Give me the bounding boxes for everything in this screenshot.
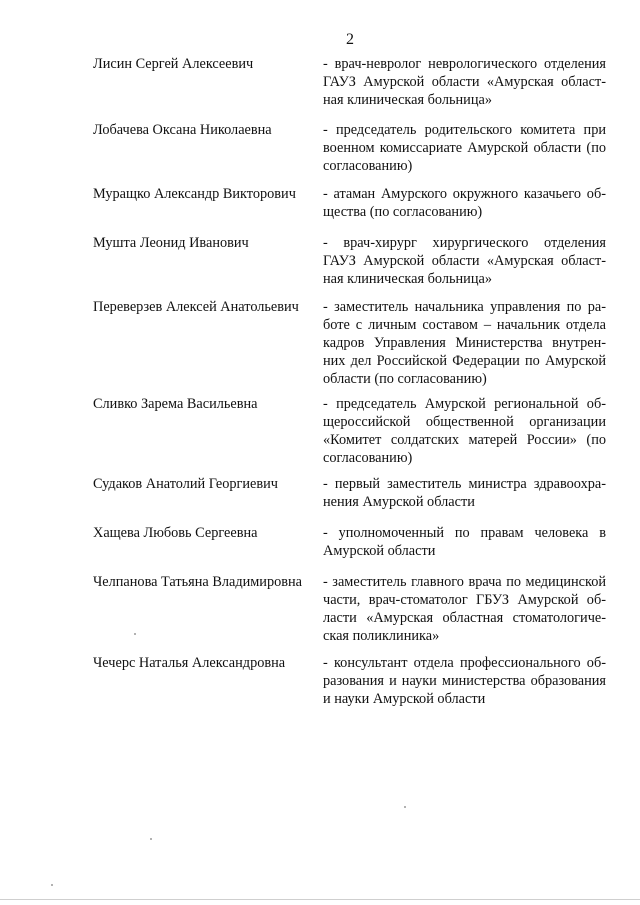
member-role-line: - уполномоченный по правам человека в: [323, 525, 606, 541]
scan-edge-line: [0, 899, 640, 900]
member-role-line: ная клиническая больница»: [323, 92, 492, 108]
member-role-line: - консультант отдела профессионального об-: [323, 655, 606, 671]
member-role-line: кадров Управления Министерства внутрен-: [323, 335, 606, 351]
member-role-line: - заместитель начальника управления по ра-: [323, 299, 606, 315]
member-role-line: нения Амурской области: [323, 494, 475, 510]
member-role: [323, 55, 606, 109]
member-role-line: ГАУЗ Амурской области «Амурская област-: [323, 253, 606, 269]
member-role-line: области (по согласованию): [323, 371, 487, 387]
member-role-line: щества (по согласованию): [323, 204, 483, 220]
member-name: Лисин Сергей Алексеевич: [93, 56, 254, 72]
member-role-line: ная клиническая больница»: [323, 271, 492, 287]
member-name: Лобачева Оксана Николаевна: [93, 122, 272, 138]
member-role-line: разования и науки министерства образования: [323, 673, 606, 689]
scan-speck: [134, 633, 136, 635]
member-role-line: ГАУЗ Амурской области «Амурская област-: [323, 74, 606, 90]
member-role-line: части, врач-стоматолог ГБУЗ Амурской об-: [323, 592, 606, 608]
member-role-line: - врач-невролог неврологического отделения: [323, 56, 606, 72]
member-role: [323, 573, 606, 645]
member-role-line: согласованию): [323, 158, 413, 174]
member-name: Муращко Александр Викторович: [93, 186, 296, 202]
member-role: [323, 298, 606, 388]
member-role-line: - заместитель главного врача по медицинской: [323, 574, 606, 590]
member-role-line: - председатель родительского комитета при: [323, 122, 606, 138]
member-name: Челпанова Татьяна Владимировна: [93, 574, 303, 590]
member-role-line: - атаман Амурского окружного казачьего об-: [323, 186, 606, 202]
member-role-line: - врач-хирург хирургического отделения: [323, 235, 606, 251]
member-name: Судаков Анатолий Георгиевич: [93, 476, 278, 492]
member-role-line: согласованию): [323, 450, 413, 466]
member-name: Сливко Зарема Васильевна: [93, 396, 258, 412]
member-role: [323, 395, 606, 467]
member-role: [323, 654, 606, 708]
scan-speck: [51, 884, 53, 886]
member-role: [323, 475, 606, 511]
member-role-line: ская поликлиника»: [323, 628, 440, 644]
page-number: 2: [346, 31, 354, 48]
member-role-line: щероссийской общественной организации: [323, 414, 606, 430]
member-role-line: и науки Амурской области: [323, 691, 486, 707]
member-role-line: них дел Российской Федерации по Амурской: [323, 353, 606, 369]
member-role-line: «Комитет солдатских матерей России» (по: [323, 432, 606, 448]
member-role: [323, 185, 606, 221]
member-role-line: боте с личным составом – начальник отдела: [323, 317, 606, 333]
member-role-line: - первый заместитель министра здравоохра-: [323, 476, 606, 492]
member-name: Мушта Леонид Иванович: [93, 235, 249, 251]
member-role: [323, 524, 606, 560]
member-name: Хащева Любовь Сергеевна: [93, 525, 258, 541]
member-role-line: Амурской области: [323, 543, 436, 559]
member-role-line: - председатель Амурской региональной об-: [323, 396, 606, 412]
member-role-line: ласти «Амурская областная стоматологиче-: [323, 610, 606, 626]
member-name: Переверзев Алексей Анатольевич: [93, 299, 299, 315]
member-role: [323, 121, 606, 175]
member-role-line: военном комиссариате Амурской области (по: [323, 140, 606, 156]
scan-speck: [150, 838, 152, 840]
member-role: [323, 234, 606, 288]
member-name: Чечерс Наталья Александровна: [93, 655, 286, 671]
scan-speck: [404, 806, 406, 808]
